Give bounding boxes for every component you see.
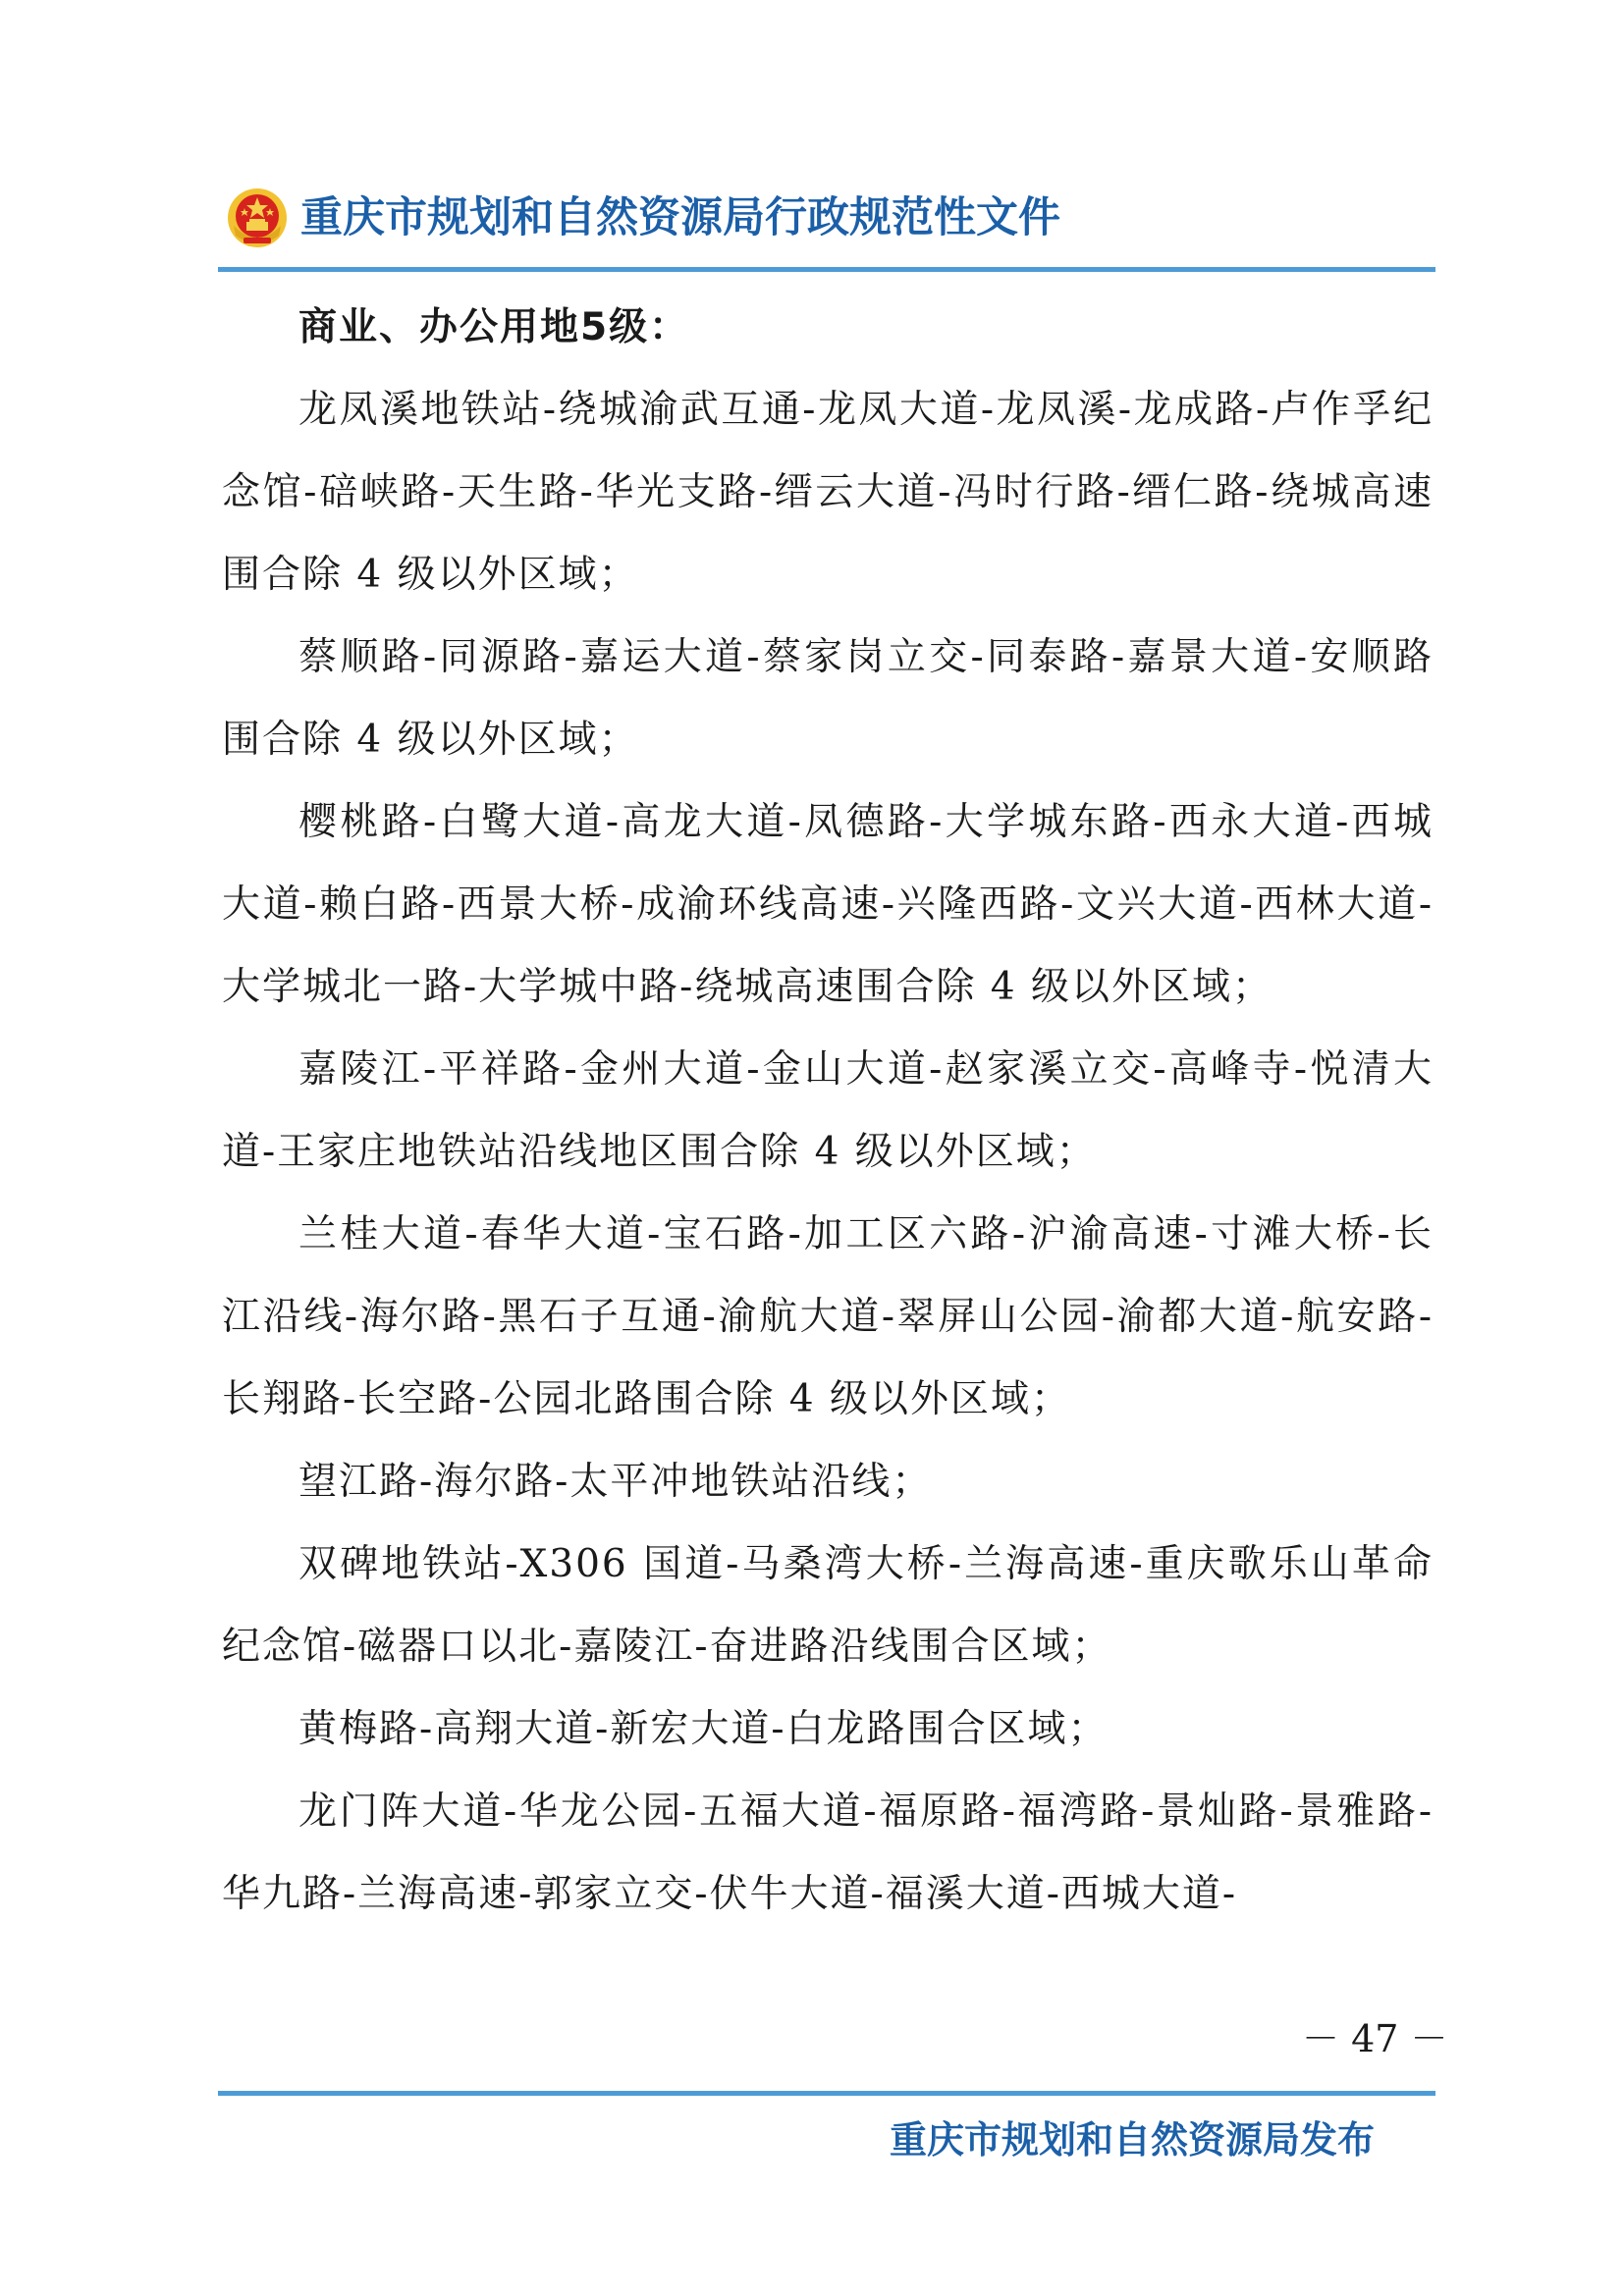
national-emblem-icon (226, 187, 289, 249)
body-paragraph: 嘉陵江-平祥路-金州大道-金山大道-赵家溪立交-高峰寺-悦清大道-王家庄地铁站沿线地区围合除 4 级以外区域； (222, 1047, 1434, 1174)
header-divider (218, 267, 1435, 272)
footer-publisher: 重庆市规划和自然资源局发布 (889, 2118, 1375, 2162)
page-number: － 47 － (1302, 2017, 1448, 2060)
body-paragraph: 樱桃路-白鹭大道-高龙大道-凤德路-大学城东路-西永大道-西城大道-赖白路-西景大桥-成渝环线高速-兴隆西路-文兴大道-西林大道-大学城北一路-大学城中路-绕城高速围合除 4 级以外区域； (222, 800, 1434, 1009)
body-paragraph: 双碑地铁站-X306 国道-马桑湾大桥-兰海高速-重庆歌乐山革命纪念馆-磁器口以北-嘉陵江-奋进路沿线围合区域； (222, 1542, 1434, 1669)
body-paragraph: 龙凤溪地铁站-绕城渝武互通-龙凤大道-龙凤溪-龙成路-卢作孚纪念馆-碚峡路-天生路-华光支路-缙云大道-冯时行路-缙仁路-绕城高速围合除 4 级以外区域； (222, 388, 1434, 597)
body-paragraph: 兰桂大道-春华大道-宝石路-加工区六路-沪渝高速-寸滩大桥-长江沿线-海尔路-黑石子互通-渝航大道-翠屏山公园-渝都大道-航安路-长翔路-长空路-公园北路围合除 4 级以外区域； (222, 1212, 1434, 1421)
body-paragraph: 黄梅路-高翔大道-新宏大道-白龙路围合区域； (298, 1707, 1109, 1751)
footer-divider (218, 2091, 1435, 2096)
body-paragraph: 龙门阵大道-华龙公园-五福大道-福原路-福湾路-景灿路-景雅路-华九路-兰海高速-郭家立交-伏牛大道-福溪大道-西城大道- (222, 1789, 1434, 1916)
body-paragraph: 蔡顺路-同源路-嘉运大道-蔡家岗立交-同泰路-嘉景大道-安顺路围合除 4 级以外区域； (222, 635, 1434, 762)
header-title: 重庆市规划和自然资源局行政规范性文件 (300, 193, 1060, 242)
document-header (218, 183, 1435, 263)
body-paragraph: 望江路-海尔路-太平冲地铁站沿线； (298, 1460, 933, 1504)
section-heading: 商业、办公用地5级： (298, 305, 690, 349)
document-body (222, 287, 1434, 1936)
